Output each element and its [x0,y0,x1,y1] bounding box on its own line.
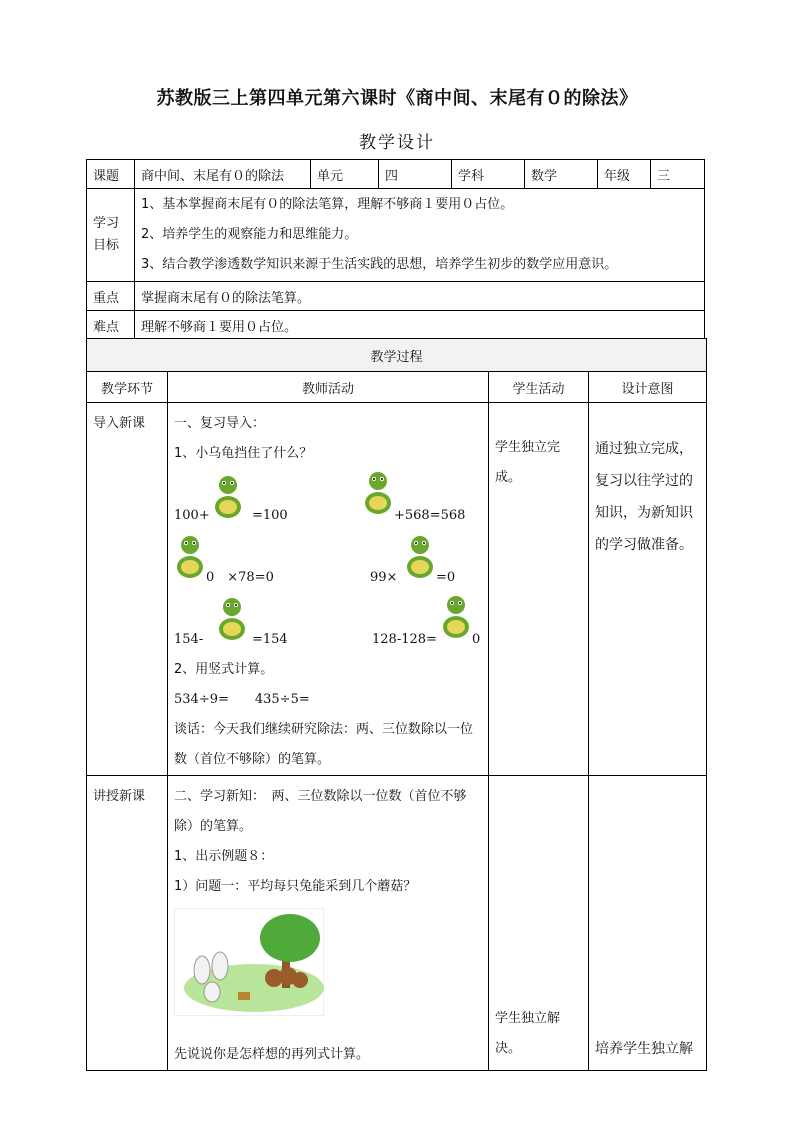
expr-e1: 154- [174,632,204,647]
student-intro-text: 学生独立完成。 [495,440,561,485]
intro-talk: 谈话：今天我们继续研究除法：两、三位数除以一位数（首位不够除）的笔算。 [174,722,474,767]
grade-value: 三 [651,160,705,189]
topic-label: 课题 [87,160,135,189]
new-say: 先说说你是怎样想的再列式计算。 [174,1047,370,1062]
turtle-icon [216,595,248,655]
intent-intro [589,403,707,776]
col-student: 学生活动 [489,372,589,403]
expr-row-1 [174,469,482,531]
expr-e2: =154 [252,632,288,647]
expr-d1: 99× [370,570,398,585]
col-teacher: 教师活动 [168,372,489,403]
expr-a2: =100 [252,508,288,523]
goal-item: 1、基本掌握商末尾有０的除法笔算，理解不够商１要用０占位。 [141,197,514,212]
process-table [86,338,707,1071]
intro-heading: 一、复习导入： [174,416,266,431]
intent-intro-text: 通过独立完成，复习以往学过的知识，为新知识的学习做准备。 [595,441,693,553]
expr-row-3 [174,593,482,655]
expr-c1: 0 ×78=0 [206,570,274,585]
expr-a1: 100+ [174,508,210,523]
difficulty-value: 理解不够商１要用０占位。 [135,311,705,340]
unit-value: 四 [379,160,452,189]
expr-b1: +568=568 [394,508,466,523]
turtle-icon [212,473,244,533]
intro-q1: 1、小乌龟挡住了什么？ [174,446,313,461]
grade-label: 年级 [598,160,651,189]
expr-d2: =0 [436,570,456,585]
student-intro [489,403,589,776]
key-label: 重点 [87,282,135,311]
goal-item: 3、结合教学渗透数学知识来源于生活实践的思想，培养学生初步的数学应用意识。 [141,257,618,272]
stage-intro: 导入新课 [87,403,168,776]
new-example: 1、出示例题８： [174,849,274,864]
difficulty-label: 难点 [87,311,135,340]
intent-new: 培养学生独立解 [589,776,707,1071]
info-table [86,159,705,340]
col-intent: 设计意图 [589,372,707,403]
student-new: 学生独立解决。 [489,776,589,1071]
goal-item: 2、培养学生的观察能力和思维能力。 [141,227,358,242]
teacher-intro [168,403,489,776]
turtle-icon [174,533,206,593]
process-header: 教学过程 [87,339,707,372]
topic-value: 商中间、末尾有０的除法 [135,160,311,189]
intro-q2: 2、用竖式计算。 [174,662,274,677]
expr-f1: 128-128= [372,632,437,647]
turtle-icon [440,593,472,653]
stage-new: 讲授新课 [87,776,168,1071]
expr-f2: 0 [472,632,481,647]
page-subtitle: 教学设计 [359,133,435,153]
new-heading: 二、学习新知： 两、三位数除以一位数（首位不够除）的笔算。 [174,789,467,834]
subject-value: 数学 [525,160,598,189]
goals-cell [135,189,705,282]
unit-label: 单元 [311,160,379,189]
subject-label: 学科 [452,160,525,189]
expr-row-2 [174,531,482,593]
key-value: 掌握商末尾有０的除法笔算。 [135,282,705,311]
turtle-icon [404,533,436,593]
rabbits-monkeys-illustration [174,902,482,1040]
goals-label: 学习目标 [87,189,135,282]
new-question: 1）问题一：平均每只兔能采到几个蘑菇？ [174,879,417,894]
intro-calc: 534÷9= 435÷5= [174,692,310,707]
col-stage: 教学环节 [87,372,168,403]
turtle-icon [362,469,394,529]
teacher-new [168,776,489,1071]
page-title: 苏教版三上第四单元第六课时《商中间、末尾有０的除法》 [156,88,638,109]
